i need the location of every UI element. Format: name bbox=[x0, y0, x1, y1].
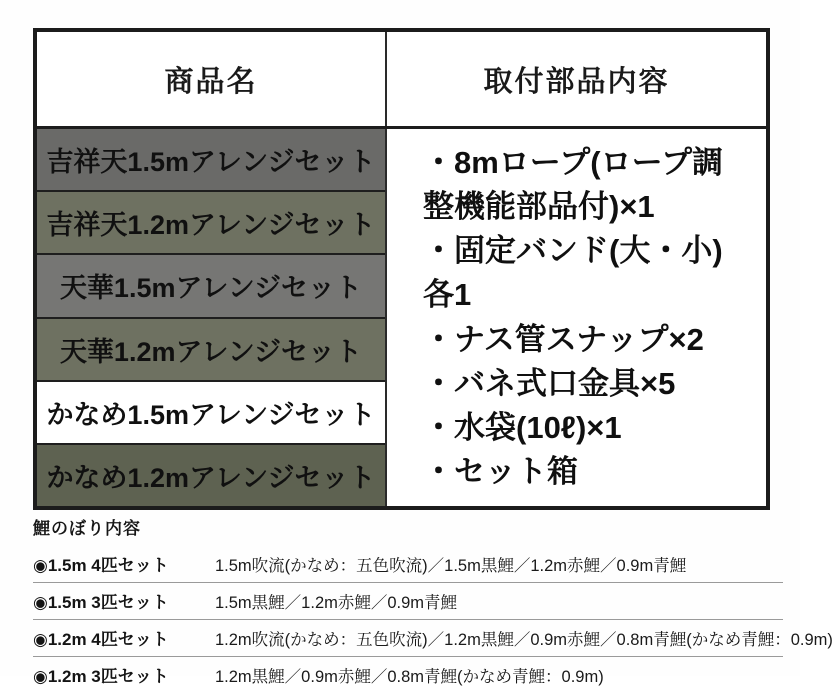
set-contents: 1.5m吹流(かなめ：五色吹流)／1.5m黒鯉／1.2m赤鯉／0.9m青鯉 bbox=[215, 557, 687, 575]
product-parts-table bbox=[33, 28, 770, 510]
set-contents: 1.2m吹流(かなめ：五色吹流)／1.2m黒鯉／0.9m赤鯉／0.8m青鯉(かなめ青鯉：0.9m) bbox=[215, 631, 833, 649]
parts-list-item: ・8mロープ(ロープ調整機能部品付)×1 bbox=[423, 145, 724, 225]
set-label: ◉1.2m 4匹セット bbox=[33, 630, 169, 649]
header-cell-parts bbox=[387, 32, 766, 126]
koinobori-section-title: 鯉のぼり内容 bbox=[33, 519, 141, 538]
list-item bbox=[33, 657, 783, 693]
list-item bbox=[33, 546, 783, 583]
table-row: かなめ1.2mアレンジセット bbox=[37, 445, 385, 506]
table-body bbox=[37, 129, 766, 506]
table-header-row bbox=[37, 32, 766, 129]
parts-list-item: ・水袋(10ℓ)×1 bbox=[423, 409, 622, 445]
parts-list-item: ・固定バンド(大・小)各1 bbox=[423, 233, 723, 313]
set-label: ◉1.2m 3匹セット bbox=[33, 667, 169, 686]
header-cell-product-name bbox=[37, 32, 387, 126]
parts-list-item: ・ナス管スナップ×2 bbox=[423, 321, 704, 357]
table-row: かなめ1.5mアレンジセット bbox=[37, 382, 385, 445]
set-label: ◉1.5m 3匹セット bbox=[33, 593, 169, 612]
list-item bbox=[33, 620, 833, 657]
table-row: 吉祥天1.2mアレンジセット bbox=[37, 192, 385, 255]
table-row: 天華1.5mアレンジセット bbox=[37, 255, 385, 318]
set-contents: 1.2m黒鯉／0.9m赤鯉／0.8m青鯉(かなめ青鯉：0.9m) bbox=[215, 668, 604, 686]
parts-list-cell bbox=[387, 129, 766, 506]
list-item bbox=[33, 583, 783, 620]
koinobori-contents-section bbox=[33, 514, 833, 693]
set-label: ◉1.5m 4匹セット bbox=[33, 556, 169, 575]
table-row: 吉祥天1.5mアレンジセット bbox=[37, 129, 385, 192]
product-name-header-label: 商品名 bbox=[164, 65, 258, 98]
parts-header-label: 取付部品内容 bbox=[483, 65, 670, 98]
parts-list-item: ・セット箱 bbox=[423, 453, 578, 489]
parts-list-item: ・バネ式口金具×5 bbox=[423, 365, 676, 401]
product-name-column bbox=[37, 129, 387, 506]
set-contents: 1.5m黒鯉／1.2m赤鯉／0.9m青鯉 bbox=[215, 594, 458, 612]
table-row: 天華1.2mアレンジセット bbox=[37, 319, 385, 382]
